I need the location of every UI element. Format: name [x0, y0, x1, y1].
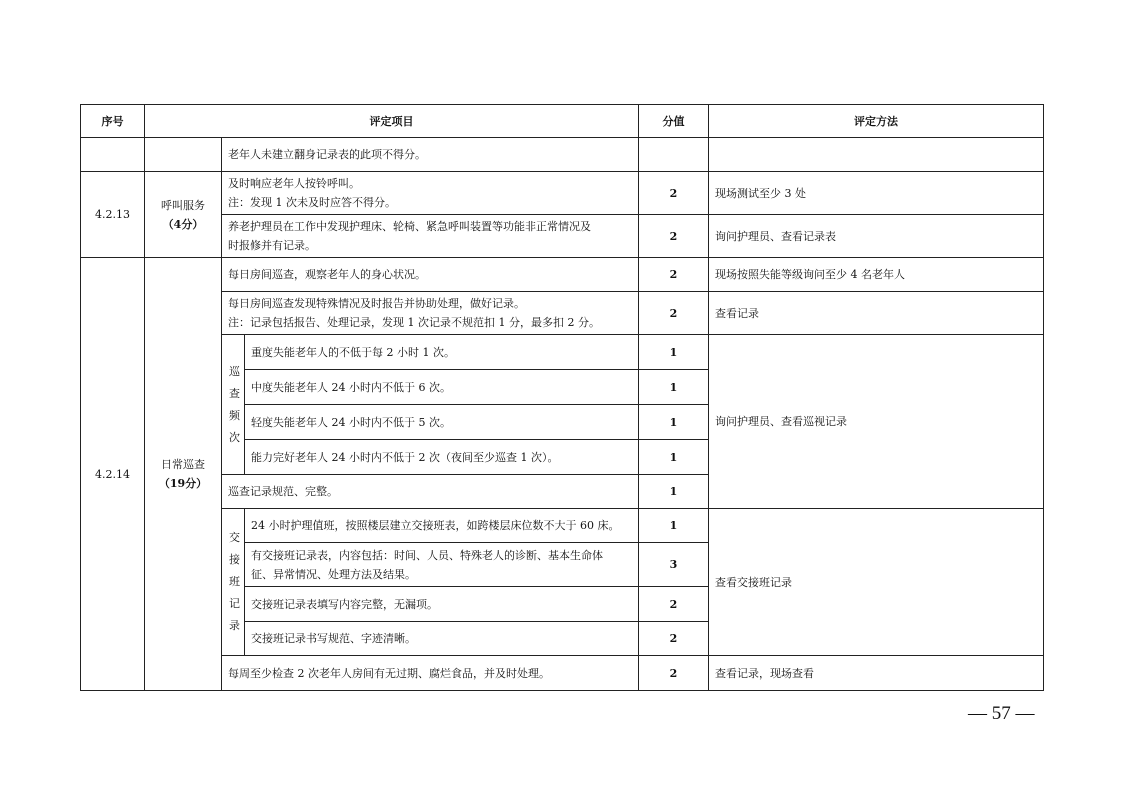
score-value: 1: [639, 509, 709, 543]
item-line: 时报修并有记录。: [228, 239, 316, 252]
score-value: 1: [639, 335, 709, 370]
score-value: 1: [639, 405, 709, 440]
item-content: [222, 292, 639, 335]
table-row: [81, 335, 1044, 370]
score-value: 2: [639, 622, 709, 656]
table-row: [81, 656, 1044, 691]
header-method: 评定方法: [709, 105, 1044, 138]
item-content: 轻度失能老年人 24 小时内不低于 5 次。: [245, 405, 639, 440]
item-content: 每日房间巡查，观察老年人的身心状况。: [222, 258, 639, 292]
score-value: 3: [639, 543, 709, 587]
item-content: [222, 172, 639, 215]
score-value: 2: [639, 172, 709, 215]
method-text: 现场按照失能等级询问至少 4 名老年人: [709, 258, 1044, 292]
method-text: 查看记录，现场查看: [709, 656, 1044, 691]
score-value: 2: [639, 587, 709, 622]
score-value: 1: [639, 475, 709, 509]
item-content: 交接班记录表填写内容完整，无漏项。: [245, 587, 639, 622]
item-content: 每周至少检查 2 次老年人房间有无过期、腐烂食品，并及时处理。: [222, 656, 639, 691]
patrol-frequency-label: [222, 335, 245, 475]
method-text: 询问护理员、查看巡视记录: [709, 335, 1044, 509]
item-content: 重度失能老年人的不低于每 2 小时 1 次。: [245, 335, 639, 370]
item-line: 有交接班记录表，内容包括：时间、人员、特殊老人的诊断、基本生命体: [251, 548, 603, 562]
method-text: 询问护理员、查看记录表: [709, 215, 1044, 258]
table-row: [81, 138, 1044, 172]
name-cell-empty: [145, 138, 222, 172]
score-value: 2: [639, 656, 709, 691]
method-text: 现场测试至少 3 处: [709, 172, 1044, 215]
category-name: 呼叫服务: [161, 198, 205, 212]
category-name: 日常巡查: [161, 458, 205, 471]
category-call-service: [145, 172, 222, 258]
vertical-label: 交接班记录: [229, 531, 240, 632]
score-value: 2: [639, 215, 709, 258]
score-value: 2: [639, 258, 709, 292]
method-cell-empty: [709, 138, 1044, 172]
page-number: — 57 —: [968, 703, 1035, 724]
category-points: （19分）: [158, 477, 208, 490]
table-row: [81, 509, 1044, 543]
seq-4-2-13: 4.2.13: [81, 172, 145, 258]
item-note: 注：发现 1 次未及时应答不得分。: [228, 196, 396, 209]
item-content: [222, 215, 639, 258]
table-header-row: [81, 105, 1044, 138]
table-row: [81, 215, 1044, 258]
item-content: 24 小时护理值班，按照楼层建立交接班表，如跨楼层床位数不大于 60 床。: [245, 509, 639, 543]
header-score: 分值: [639, 105, 709, 138]
table-row: [81, 292, 1044, 335]
item-line: 征、异常情况、处理方法及结果。: [251, 567, 416, 581]
category-points: （4分）: [162, 217, 204, 231]
item-line: 及时响应老年人按铃呼叫。: [228, 177, 360, 190]
handover-record-label: [222, 509, 245, 656]
score-value: 1: [639, 440, 709, 475]
evaluation-table: [80, 104, 1044, 691]
item-note: 注：记录包括报告、处理记录，发现 1 次记录不规范扣 1 分，最多扣 2 分。: [228, 316, 600, 329]
item-line: 养老护理员在工作中发现护理床、轮椅、紧急呼叫装置等功能非正常情况及: [228, 220, 591, 233]
table-row: [81, 258, 1044, 292]
item-content: [245, 543, 639, 587]
item-content: 中度失能老年人 24 小时内不低于 6 次。: [245, 370, 639, 405]
category-daily-patrol: [145, 258, 222, 691]
header-item: 评定项目: [145, 105, 639, 138]
item-content: 老年人未建立翻身记录表的此项不得分。: [222, 138, 639, 172]
method-text: 查看交接班记录: [709, 509, 1044, 656]
seq-4-2-14: 4.2.14: [81, 258, 145, 691]
header-seq: 序号: [81, 105, 145, 138]
item-line: 每日房间巡查发现特殊情况及时报告并协助处理，做好记录。: [228, 297, 525, 310]
score-value: 2: [639, 292, 709, 335]
item-content: 交接班记录书写规范、字迹清晰。: [245, 622, 639, 656]
item-content: 能力完好老年人 24 小时内不低于 2 次（夜间至少巡查 1 次）。: [245, 440, 639, 475]
score-value: 1: [639, 370, 709, 405]
seq-cell-empty: [81, 138, 145, 172]
method-text: 查看记录: [709, 292, 1044, 335]
score-cell-empty: [639, 138, 709, 172]
table-row: [81, 172, 1044, 215]
vertical-label: 巡查频次: [229, 364, 240, 444]
item-content: 巡查记录规范、完整。: [222, 475, 639, 509]
